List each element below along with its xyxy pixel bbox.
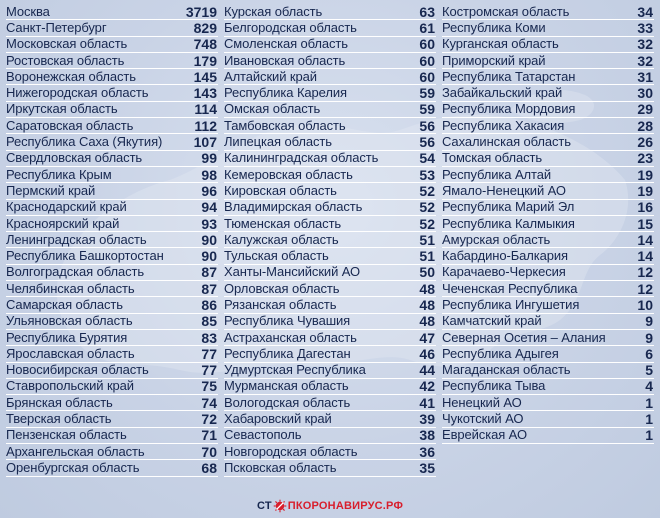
case-count: 83 [201,329,217,346]
region-name: Пензенская область [6,427,127,443]
region-name: Карачаево-Черкесия [442,264,566,280]
case-count: 87 [201,280,217,297]
case-count: 85 [201,313,217,330]
case-count: 42 [419,378,435,395]
table-row [442,85,654,101]
table-row [442,69,654,85]
table-row [6,200,218,216]
region-name: Республика Ингушетия [442,297,580,312]
table-row [442,330,654,346]
case-count: 90 [201,231,217,248]
table-row [442,428,654,444]
table-row [6,53,218,69]
table-row [224,102,436,118]
table-row [6,460,218,476]
case-count: 56 [419,117,435,134]
region-name: Сахалинская область [442,134,571,150]
regions-table [6,4,656,477]
region-name: Северная Осетия – Алания [442,329,606,345]
virus-icon [273,499,287,513]
case-count: 87 [201,264,217,281]
table-row [224,379,436,395]
region-name: Республика Бурятия [6,329,128,345]
table-row [224,248,436,264]
region-name: Красноярский край [6,215,120,231]
region-name: Чеченская Республика [442,280,578,296]
region-name: Калужская область [224,231,339,247]
region-name: Калининградская область [224,150,379,166]
region-name: Оренбургская область [6,459,140,475]
case-count: 93 [201,215,217,232]
table-row [442,379,654,395]
region-name: Московская область [6,36,128,52]
table-row [224,85,436,101]
region-name: Приморский край [442,52,546,68]
case-count: 14 [637,248,653,265]
region-name: Республика Татарстан [442,68,576,84]
table-row [6,118,218,134]
case-count: 19 [637,182,653,199]
region-name: Тюменская область [224,215,342,231]
case-count: 68 [201,459,217,476]
table-row [224,363,436,379]
case-count: 38 [419,427,435,444]
case-count: 59 [419,101,435,118]
table-row [442,20,654,36]
table-row [224,53,436,69]
region-name: Республика Мордовия [442,101,576,117]
region-name: Алтайский край [224,68,317,84]
region-name: Ивановская область [224,52,346,68]
table-row [224,37,436,53]
column-2 [224,4,436,477]
table-row [442,281,654,297]
case-count: 28 [637,117,653,134]
region-name: Владимирская область [224,199,363,215]
region-name: Тамбовская область [224,117,346,133]
case-count: 114 [194,101,217,118]
table-row [442,346,654,362]
region-name: Архангельская область [6,443,145,459]
table-row [442,134,654,150]
case-count: 6 [645,345,653,362]
case-count: 59 [419,85,435,102]
logo-text-part1: СТ [256,500,272,512]
table-row [6,363,218,379]
case-count: 29 [637,101,653,118]
region-name: Еврейская АО [442,427,527,443]
region-name: Кабардино-Балкария [442,248,568,264]
case-count: 48 [419,280,435,297]
table-row [224,314,436,330]
region-name: Забайкальский край [442,85,563,101]
case-count: 60 [419,68,435,85]
table-row [224,20,436,36]
region-name: Хабаровский край [224,411,332,427]
region-name: Орловская область [224,280,340,296]
table-row [6,330,218,346]
table-row [442,151,654,167]
table-row [442,248,654,264]
table-row [6,183,218,199]
case-count: 33 [637,19,653,36]
table-row [6,216,218,232]
region-name: Ленинградская область [6,231,147,247]
region-name: Нижегородская область [6,85,149,101]
region-name: Новгородская область [224,443,358,459]
case-count: 26 [637,134,653,151]
case-count: 30 [637,85,653,102]
table-row [442,102,654,118]
table-row [442,232,654,248]
table-row [224,183,436,199]
table-row [224,200,436,216]
case-count: 52 [419,215,435,232]
region-name: Амурская область [442,231,551,247]
case-count: 5 [645,362,653,379]
case-count: 51 [419,231,435,248]
case-count: 1 [645,427,653,444]
region-name: Воронежская область [6,68,136,84]
case-count: 90 [201,248,217,265]
table-row [224,216,436,232]
region-name: Тверская область [6,411,112,427]
logo-text-part2: ПКОРОНАВИРУС [287,500,383,512]
case-count: 1 [645,394,653,411]
case-count: 145 [193,68,217,85]
column-1 [6,4,218,477]
case-count: 829 [193,19,217,36]
table-row [442,183,654,199]
region-name: Смоленская область [224,36,348,52]
region-name: Республика Дагестан [224,345,351,361]
table-row [6,265,218,281]
region-name: Челябинская область [6,280,135,296]
case-count: 34 [637,3,653,20]
table-row [442,297,654,313]
case-count: 98 [201,166,217,183]
case-count: 35 [419,459,435,476]
table-row [442,363,654,379]
site-logo [257,499,403,513]
region-name: Рязанская область [224,297,337,312]
table-row [224,330,436,346]
region-name: Новосибирская область [6,362,149,378]
case-count: 15 [637,215,653,232]
table-row [224,232,436,248]
table-row [6,297,218,313]
region-name: Камчатский край [442,313,542,329]
case-count: 96 [201,182,217,199]
region-name: Курганская область [442,36,559,52]
region-name: Ульяновская область [6,313,133,329]
region-name: Костромская область [442,3,570,19]
region-name: Республика Калмыкия [442,215,575,231]
table-row [6,102,218,118]
logo-text-part3: .РФ [382,500,404,512]
region-name: Астраханская область [224,329,357,345]
table-row [224,411,436,427]
region-name: Республика Коми [442,19,546,35]
table-row [224,297,436,313]
region-name: Чукотский АО [442,411,524,427]
case-count: 72 [201,411,217,428]
case-count: 48 [419,297,435,313]
region-name: Магаданская область [442,362,571,378]
case-count: 9 [645,329,653,346]
table-row [6,444,218,460]
region-name: Республика Адыгея [442,345,559,361]
region-name: Вологодская область [224,394,351,410]
case-count: 74 [201,394,217,411]
case-count: 77 [201,345,217,362]
case-count: 112 [194,117,217,134]
table-row [224,346,436,362]
region-name: Ставропольский край [6,378,134,394]
region-name: Ханты-Мансийский АО [224,264,361,280]
table-row [442,37,654,53]
region-name: Волгоградская область [6,264,145,280]
table-row [6,346,218,362]
case-count: 70 [201,443,217,460]
table-row [224,151,436,167]
case-count: 39 [419,411,435,428]
table-row [442,411,654,427]
region-name: Брянская область [6,394,113,410]
case-count: 52 [419,182,435,199]
table-row [224,428,436,444]
region-name: Удмуртская Республика [224,362,366,378]
case-count: 60 [419,36,435,53]
region-name: Республика Башкортостан [6,248,164,264]
region-name: Мурманская область [224,378,349,394]
table-row [6,134,218,150]
region-name: Саратовская область [6,117,134,133]
region-name: Самарская область [6,297,123,312]
case-count: 16 [637,199,653,216]
case-count: 107 [193,134,217,151]
case-count: 12 [637,280,653,297]
case-count: 50 [419,264,435,281]
case-count: 10 [637,297,653,313]
region-name: Кемеровская область [224,166,353,182]
case-count: 63 [419,3,435,20]
region-name: Тульская область [224,248,329,264]
region-name: Иркутская область [6,101,118,117]
case-count: 32 [637,52,653,69]
table-row [6,395,218,411]
table-row [224,395,436,411]
table-row [6,69,218,85]
region-name: Кировская область [224,182,337,198]
case-count: 75 [201,378,217,395]
case-count: 51 [419,248,435,265]
region-name: Республика Алтай [442,166,551,182]
region-name: Омская область [224,101,321,117]
table-row [6,281,218,297]
table-row [6,85,218,101]
region-name: Белгородская область [224,19,357,35]
case-count: 12 [637,264,653,281]
region-name: Липецкая область [224,134,332,150]
case-count: 86 [201,297,217,313]
case-count: 44 [419,362,435,379]
region-name: Севастополь [224,427,302,443]
table-row [6,379,218,395]
case-count: 3719 [185,3,217,20]
region-name: Ростовская область [6,52,125,68]
table-row [6,37,218,53]
table-row [6,314,218,330]
region-name: Краснодарский край [6,199,127,215]
region-name: Республика Хакасия [442,117,565,133]
region-name: Пермский край [6,182,96,198]
table-row [442,118,654,134]
region-name: Республика Карелия [224,85,347,101]
case-count: 9 [645,313,653,330]
case-count: 47 [419,329,435,346]
case-count: 19 [637,166,653,183]
region-name: Ямало-Ненецкий АО [442,182,566,198]
case-count: 54 [419,150,435,167]
table-row [442,216,654,232]
case-count: 1 [645,411,653,428]
table-row [6,411,218,427]
footer [0,494,660,518]
table-row [442,53,654,69]
table-row [6,20,218,36]
table-row [224,444,436,460]
case-count: 48 [419,313,435,330]
case-count: 77 [201,362,217,379]
case-count: 61 [419,19,435,36]
region-name: Республика Саха (Якутия) [6,134,163,150]
region-name: Санкт-Петербург [6,19,107,35]
table-row [6,151,218,167]
table-row [6,248,218,264]
table-row [224,134,436,150]
table-row [6,4,218,20]
case-count: 53 [419,166,435,183]
case-count: 52 [419,199,435,216]
table-row [442,4,654,20]
table-row [224,265,436,281]
table-row [224,281,436,297]
case-count: 56 [419,134,435,151]
case-count: 179 [193,52,217,69]
table-row [442,167,654,183]
region-name: Ненецкий АО [442,394,522,410]
table-row [224,69,436,85]
case-count: 4 [645,378,653,395]
region-name: Республика Крым [6,166,112,182]
case-count: 31 [637,68,653,85]
table-row [6,232,218,248]
table-row [6,167,218,183]
region-name: Республика Тыва [442,378,546,394]
table-row [224,118,436,134]
table-row [442,395,654,411]
region-name: Республика Марий Эл [442,199,575,215]
region-name: Псковская область [224,459,337,475]
table-row [224,167,436,183]
table-row [224,4,436,20]
case-count: 41 [419,394,435,411]
region-name: Томская область [442,150,543,166]
table-row [6,428,218,444]
table-row [442,200,654,216]
region-name: Свердловская область [6,150,143,166]
case-count: 748 [193,36,217,53]
region-name: Курская область [224,3,323,19]
case-count: 71 [201,427,217,444]
case-count: 60 [419,52,435,69]
table-row [442,265,654,281]
case-count: 36 [419,443,435,460]
table-row [224,460,436,476]
case-count: 23 [637,150,653,167]
table-row [442,314,654,330]
case-count: 46 [419,345,435,362]
case-count: 143 [193,85,217,102]
region-name: Ярославская область [6,345,135,361]
case-count: 32 [637,36,653,53]
case-count: 14 [637,231,653,248]
region-name: Республика Чувашия [224,313,351,329]
region-name: Москва [6,3,50,19]
column-3 [442,4,654,477]
case-count: 94 [201,199,217,216]
case-count: 99 [201,150,217,167]
